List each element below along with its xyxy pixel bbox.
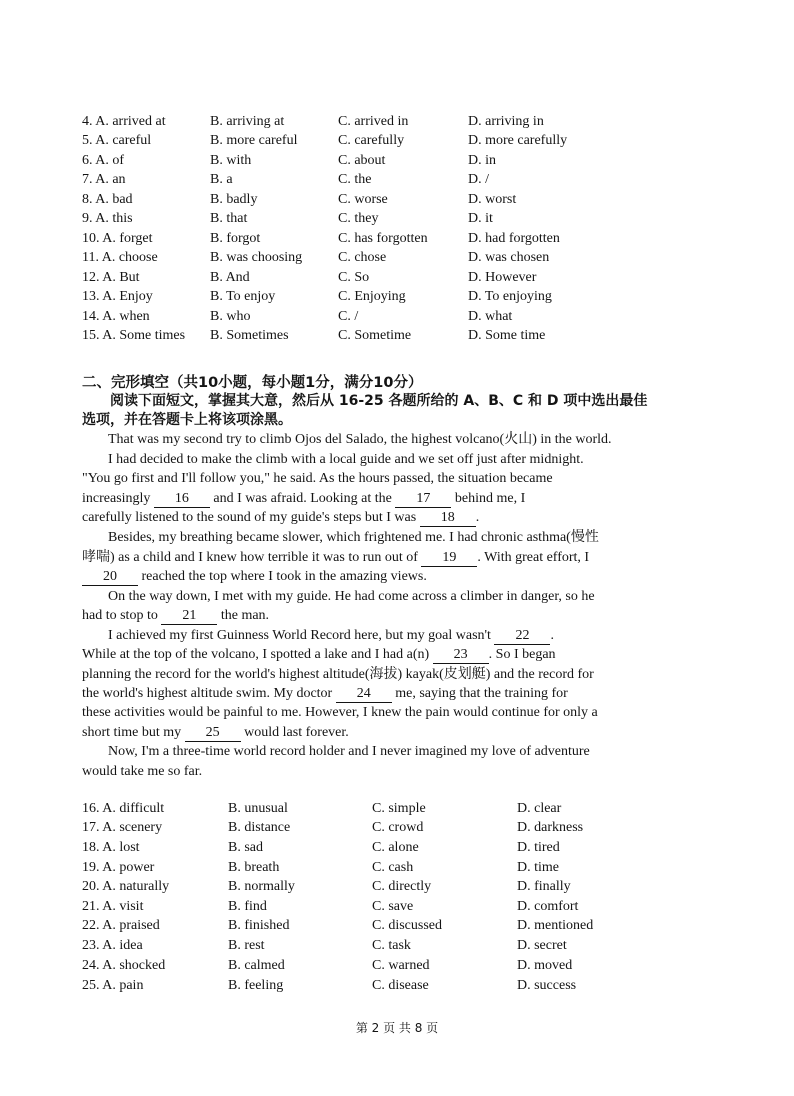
passage-text: me, saying that the training for	[391, 686, 568, 701]
passage-line	[82, 606, 652, 626]
option-cell: D. tired	[517, 840, 560, 855]
blank-19: 19	[421, 550, 477, 567]
option-row	[0, 131, 794, 151]
option-cell: 6. A. of	[82, 153, 124, 168]
passage-text: these activities would be painful to me. However, I knew the pain would continue for only a	[82, 705, 598, 720]
page-footer: 第 2 页 共 8 页	[355, 1021, 439, 1035]
option-cell: 16. A. difficult	[82, 801, 165, 816]
option-cell: 23. A. idea	[82, 938, 143, 953]
option-cell: 8. A. bad	[82, 192, 133, 207]
option-cell: B. unusual	[228, 801, 288, 816]
option-cell: D. /	[468, 172, 489, 187]
option-cell: C. the	[338, 172, 372, 187]
option-cell: D. arriving in	[468, 114, 544, 129]
option-cell: 19. A. power	[82, 860, 155, 875]
option-cell: D. clear	[517, 801, 562, 816]
option-cell: 10. A. forget	[82, 231, 153, 246]
option-cell: C. chose	[338, 250, 387, 265]
option-row	[0, 818, 794, 838]
passage-line	[82, 723, 652, 743]
passage-text: "You go first and I'll follow you," he said. As the hours passed, the situation became	[82, 471, 553, 486]
passage-line	[82, 489, 652, 509]
option-cell: C. disease	[372, 978, 429, 993]
option-cell: B. was choosing	[210, 250, 303, 265]
option-cell: C. carefully	[338, 133, 405, 148]
option-cell: 11. A. choose	[82, 250, 158, 265]
option-cell: C. Enjoying	[338, 289, 406, 304]
passage-line	[82, 567, 652, 587]
option-cell: 22. A. praised	[82, 918, 160, 933]
option-cell: C. /	[338, 309, 359, 324]
option-cell: B. normally	[228, 879, 295, 894]
option-cell: B. who	[210, 309, 251, 324]
option-cell: 18. A. lost	[82, 840, 140, 855]
option-row	[0, 916, 794, 936]
passage-text: carefully listened to the sound of my guide's steps but I was	[82, 510, 420, 525]
option-cell: C. about	[338, 153, 386, 168]
passage-text: Now, I'm a three-time world record holder and I never imagined my love of adventure	[108, 744, 590, 759]
option-cell: C. task	[372, 938, 411, 953]
option-cell: 25. A. pain	[82, 978, 144, 993]
option-cell: B. breath	[228, 860, 280, 875]
option-cell: 17. A. scenery	[82, 820, 163, 835]
option-cell: D. darkness	[517, 820, 584, 835]
option-cell: C. discussed	[372, 918, 442, 933]
option-cell: B. forgot	[210, 231, 261, 246]
passage-text: On the way down, I met with my guide. He had come across a climber in danger, so he	[108, 589, 595, 604]
option-cell: C. worse	[338, 192, 388, 207]
option-cell: B. badly	[210, 192, 258, 207]
option-cell: C. Sometime	[338, 328, 412, 343]
option-cell: 21. A. visit	[82, 899, 144, 914]
passage-line	[82, 587, 652, 607]
option-cell: C. So	[338, 270, 370, 285]
option-cell: D. comfort	[517, 899, 579, 914]
passage-text: reached the top where I took in the amazing views.	[138, 569, 427, 584]
option-row	[0, 838, 794, 858]
passage-text: 哮喘) as a child and I knew how terrible it was to run out of	[82, 550, 422, 565]
option-cell: D. success	[517, 978, 577, 993]
option-row	[0, 956, 794, 976]
option-cell: C. has forgotten	[338, 231, 428, 246]
instruction-line-2: 选项，并在答题卡上将该项涂黑。	[82, 412, 292, 428]
option-row	[0, 858, 794, 878]
option-cell: D. mentioned	[517, 918, 594, 933]
passage-text: planning the record for the world's highest altitude(海拔) kayak(皮划艇) and the record for	[82, 667, 594, 682]
blank-25: 25	[185, 725, 241, 742]
passage-text: the man.	[217, 608, 270, 623]
option-cell: D. To enjoying	[468, 289, 552, 304]
passage-line	[82, 430, 652, 450]
option-cell: D. finally	[517, 879, 571, 894]
option-cell: B. with	[210, 153, 252, 168]
option-row	[0, 268, 794, 288]
passage-text: While at the top of the volcano, I spotted a lake and I had a(n)	[82, 647, 433, 662]
option-cell: 14. A. when	[82, 309, 150, 324]
option-cell: B. sad	[228, 840, 263, 855]
passage-text: the world's highest altitude swim. My doctor	[82, 686, 336, 701]
blank-21: 21	[161, 608, 217, 625]
passage-line	[82, 626, 652, 646]
passage-line	[82, 450, 652, 470]
passage-line	[82, 742, 652, 762]
passage-text: . So I began	[488, 647, 556, 662]
option-cell: D. worst	[468, 192, 517, 207]
option-cell: B. calmed	[228, 958, 285, 973]
option-cell: D. in	[468, 153, 496, 168]
passage-text: I had decided to make the climb with a local guide and we set off just after midnight.	[108, 452, 584, 467]
option-cell: D. had forgotten	[468, 231, 560, 246]
option-cell: 4. A. arrived at	[82, 114, 166, 129]
option-cell: B. To enjoy	[210, 289, 276, 304]
option-cell: D. However	[468, 270, 537, 285]
option-cell: D. moved	[517, 958, 573, 973]
passage-line	[82, 508, 652, 528]
option-cell: 9. A. this	[82, 211, 133, 226]
option-cell: C. alone	[372, 840, 419, 855]
option-cell: D. secret	[517, 938, 567, 953]
blank-20: 20	[82, 569, 138, 586]
section-title: 二、完形填空（共10小题，每小题1分，满分10分）	[82, 375, 423, 391]
option-cell: C. they	[338, 211, 379, 226]
option-cell: C. save	[372, 899, 414, 914]
passage-text: would take me so far.	[82, 764, 203, 779]
passage-text: .	[475, 510, 480, 525]
passage-text: would last forever.	[240, 725, 349, 740]
blank-17: 17	[395, 491, 451, 508]
passage-line	[82, 469, 652, 489]
option-row	[0, 190, 794, 210]
passage-line	[82, 528, 652, 548]
option-cell: D. it	[468, 211, 493, 226]
option-cell: C. warned	[372, 958, 430, 973]
option-row	[0, 170, 794, 190]
passage-text: short time but my	[82, 725, 185, 740]
option-cell: B. finished	[228, 918, 290, 933]
option-cell: 5. A. careful	[82, 133, 152, 148]
instruction-line-1: 阅读下面短文，掌握其大意，然后从 16-25 各题所给的 A、B、C 和 D 项中选出最佳	[110, 393, 648, 409]
option-cell: B. arriving at	[210, 114, 285, 129]
option-cell: D. Some time	[468, 328, 546, 343]
option-row	[0, 799, 794, 819]
option-cell: D. what	[468, 309, 513, 324]
option-cell: 20. A. naturally	[82, 879, 170, 894]
option-row	[0, 877, 794, 897]
passage-text: behind me, I	[451, 491, 526, 506]
option-cell: B. distance	[228, 820, 291, 835]
option-cell: D. more carefully	[468, 133, 568, 148]
option-row	[0, 936, 794, 956]
passage-text: That was my second try to climb Ojos del Salado, the highest volcano(火山) in the world.	[108, 432, 612, 447]
passage-line	[82, 548, 652, 568]
option-cell: B. feeling	[228, 978, 284, 993]
option-row	[0, 976, 794, 996]
option-cell: 24. A. shocked	[82, 958, 166, 973]
blank-16: 16	[154, 491, 210, 508]
option-cell: D. was chosen	[468, 250, 550, 265]
passage-text: Besides, my breathing became slower, which frightened me. I had chronic asthma(慢性	[108, 530, 599, 545]
option-row	[0, 248, 794, 268]
option-row	[0, 897, 794, 917]
passage-text: I achieved my first Guinness World Record here, but my goal wasn't	[108, 628, 495, 643]
passage-text: . With great effort, I	[477, 550, 590, 565]
option-cell: B. And	[210, 270, 250, 285]
passage-text: and I was afraid. Looking at the	[209, 491, 396, 506]
option-row	[0, 326, 794, 346]
passage-line	[82, 684, 652, 704]
option-cell: B. that	[210, 211, 248, 226]
option-cell: D. time	[517, 860, 559, 875]
blank-22: 22	[494, 628, 550, 645]
passage-line	[82, 665, 652, 685]
option-row	[0, 209, 794, 229]
blank-18: 18	[420, 510, 476, 527]
option-row	[0, 151, 794, 171]
option-cell: C. cash	[372, 860, 414, 875]
option-cell: B. rest	[228, 938, 265, 953]
passage-line	[82, 703, 652, 723]
option-cell: C. directly	[372, 879, 432, 894]
option-cell: B. a	[210, 172, 233, 187]
option-cell: C. crowd	[372, 820, 424, 835]
option-row	[0, 229, 794, 249]
blank-24: 24	[336, 686, 392, 703]
option-cell: B. more careful	[210, 133, 298, 148]
option-row	[0, 287, 794, 307]
option-row	[0, 112, 794, 132]
option-cell: C. arrived in	[338, 114, 409, 129]
passage-line	[82, 645, 652, 665]
option-cell: 7. A. an	[82, 172, 126, 187]
blank-23: 23	[433, 647, 489, 664]
option-cell: 12. A. But	[82, 270, 140, 285]
passage-line	[82, 762, 652, 782]
passage-text: .	[550, 628, 554, 643]
passage-text: increasingly	[82, 491, 154, 506]
option-row	[0, 307, 794, 327]
option-cell: 15. A. Some times	[82, 328, 186, 343]
option-cell: 13. A. Enjoy	[82, 289, 153, 304]
option-cell: B. Sometimes	[210, 328, 289, 343]
option-cell: B. find	[228, 899, 267, 914]
option-cell: C. simple	[372, 801, 426, 816]
passage-text: had to stop to	[82, 608, 162, 623]
